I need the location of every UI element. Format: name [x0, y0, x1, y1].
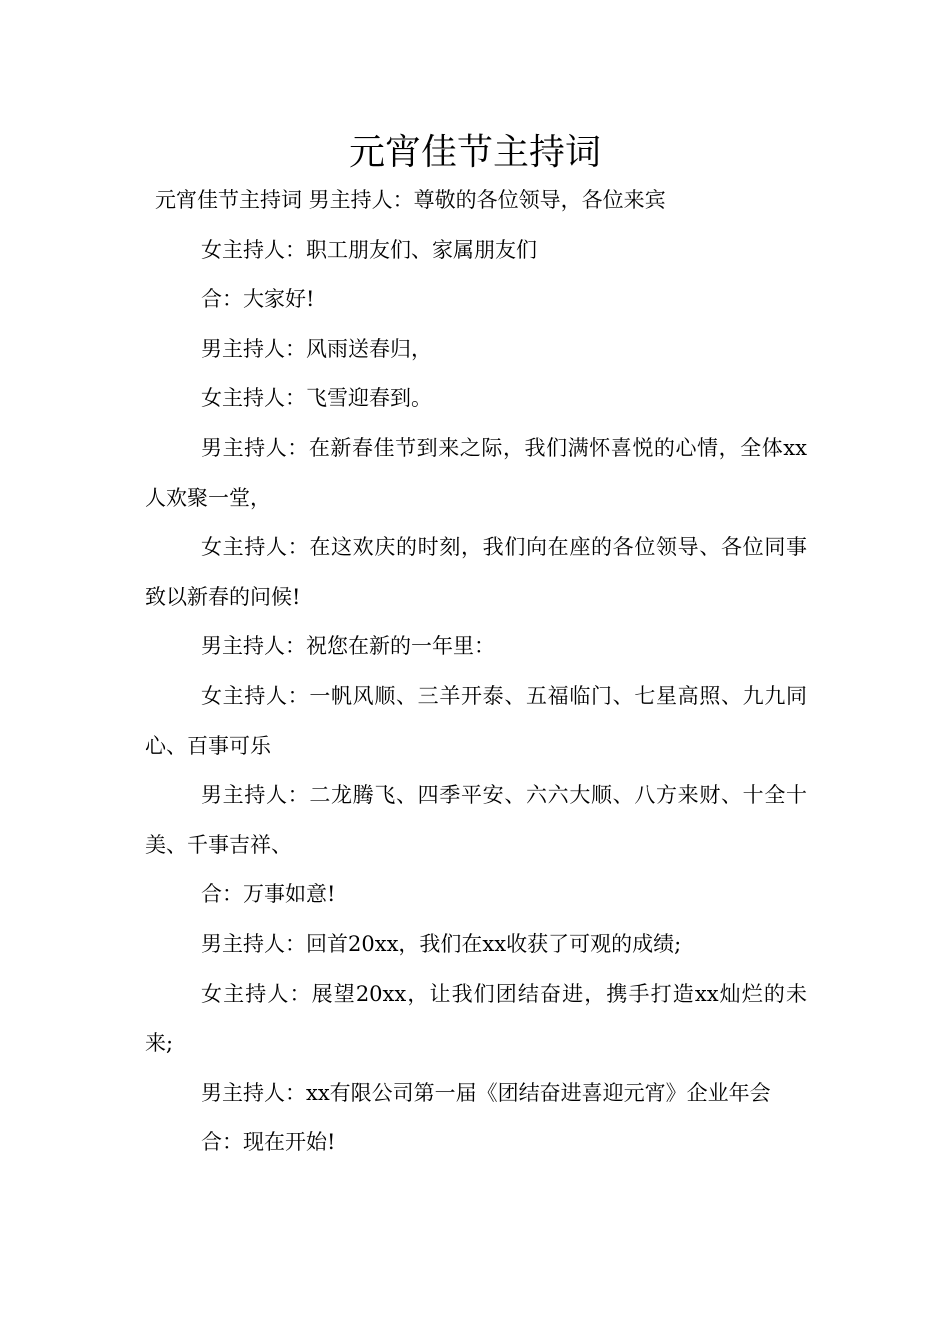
paragraph: 男主持人：祝您在新的一年里：: [201, 634, 495, 659]
document-body: [145, 176, 807, 1168]
paragraph: 男主持人：二龙腾飞、四季平安、六六大顺、八方来财、十全十美、千事吉祥、: [145, 783, 807, 857]
paragraph: 合：现在开始!: [201, 1130, 336, 1155]
paragraph: 男主持人：风雨送春归，: [201, 336, 432, 361]
paragraph: 元宵佳节主持词 男主持人：尊敬的各位领导，各位来宾: [155, 188, 666, 212]
paragraph: 男主持人：在新春佳节到来之际，我们满怀喜悦的心情，全体xx人欢聚一堂，: [145, 435, 807, 510]
paragraph: 合：大家好!: [201, 287, 315, 312]
paragraph: 女主持人：展望20xx，让我们团结奋进，携手打造xx灿烂的未来;: [145, 981, 807, 1056]
paragraph: 男主持人：xx有限公司第一届《团结奋进喜迎元宵》企业年会: [201, 1080, 771, 1105]
paragraph: 男主持人：回首20xx，我们在xx收获了可观的成绩;: [201, 931, 682, 956]
document-title: 元宵佳节主持词: [348, 132, 601, 173]
paragraph: 女主持人：职工朋友们、家属朋友们: [201, 237, 537, 262]
paragraph: 女主持人：一帆风顺、三羊开泰、五福临门、七星高照、九九同心、百事可乐: [145, 683, 807, 758]
paragraph: 合：万事如意!: [201, 882, 336, 907]
paragraph: 女主持人：在这欢庆的时刻，我们向在座的各位领导、各位同事致以新春的问候!: [145, 535, 807, 609]
paragraph: 女主持人：飞雪迎春到。: [201, 386, 432, 411]
